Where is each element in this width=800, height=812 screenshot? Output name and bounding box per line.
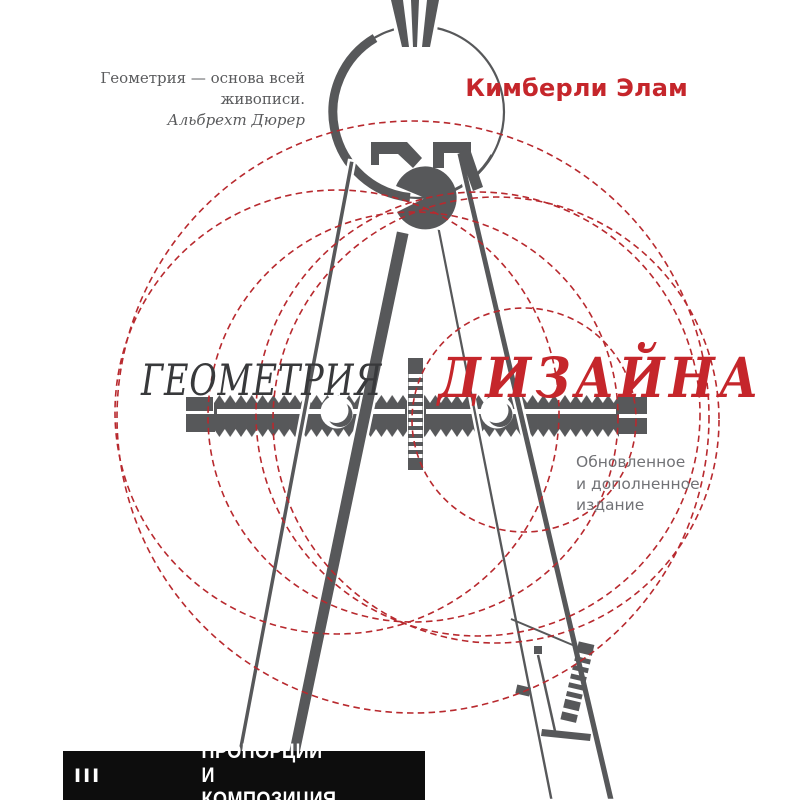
epigraph xyxy=(55,68,305,131)
edition-line: Обновленное xyxy=(576,453,686,471)
title-word-design: ДИЗАЙНА xyxy=(438,345,763,410)
edition-line: и дополненное xyxy=(576,474,700,493)
compass-legs xyxy=(228,151,615,800)
author-name: Кимберли Элам xyxy=(465,74,688,102)
series-bar xyxy=(63,739,425,811)
epigraph-text: Геометрия — основа всей живописи. xyxy=(100,69,305,108)
compass-handle xyxy=(388,0,442,50)
title-word-geometry: ГЕОМЕТРИЯ xyxy=(141,356,383,406)
edition-note xyxy=(576,452,716,517)
epigraph-attribution: Альбрехт Дюрер xyxy=(167,111,305,129)
series-title: ПРОПОРЦИИ И КОМПОЗИЦИЯ xyxy=(201,739,337,811)
publisher-logo: III xyxy=(74,764,102,787)
edition-line: издание xyxy=(576,496,645,514)
pen-holder-assembly xyxy=(511,619,594,741)
